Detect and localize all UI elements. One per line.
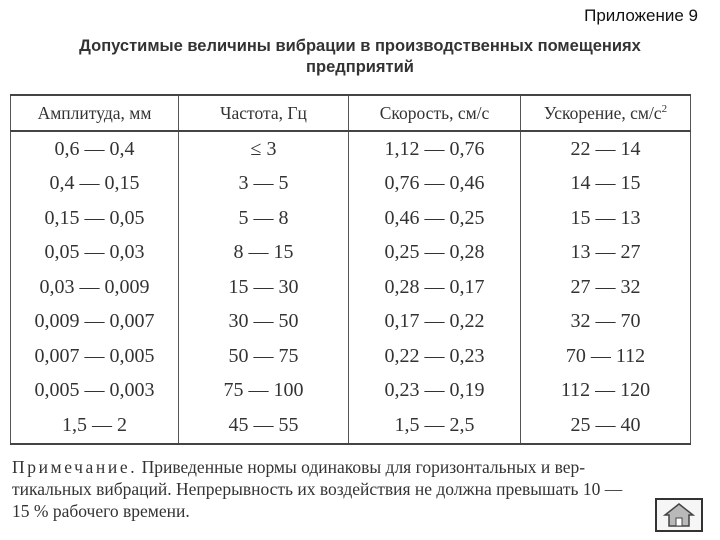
cell-acceleration: 14 — 15 — [521, 167, 691, 202]
cell-velocity: 0,23 — 0,19 — [349, 374, 521, 409]
home-button[interactable] — [655, 498, 703, 532]
cell-acceleration: 13 — 27 — [521, 236, 691, 271]
table-row — [11, 236, 691, 271]
cell-acceleration: 112 — 120 — [521, 374, 691, 409]
header-amplitude: Амплитуда, мм — [11, 95, 179, 131]
cell-velocity: 0,17 — 0,22 — [349, 305, 521, 340]
table-row — [11, 167, 691, 202]
footnote-line-1: Приведенные нормы одинаковы для горизонтальных и вер- — [141, 457, 586, 477]
header-frequency: Частота, Гц — [179, 95, 349, 131]
cell-frequency: 45 — 55 — [179, 408, 349, 444]
cell-amplitude: 0,007 — 0,005 — [11, 339, 179, 374]
home-icon — [657, 500, 701, 530]
cell-amplitude: 0,6 — 0,4 — [11, 131, 179, 167]
cell-velocity: 0,46 — 0,25 — [349, 201, 521, 236]
cell-amplitude: 0,009 — 0,007 — [11, 305, 179, 340]
header-acceleration-text: Ускорение, см/с — [543, 102, 662, 123]
cell-amplitude: 0,4 — 0,15 — [11, 167, 179, 202]
footnote-line-3: 15 % рабочего времени. — [12, 501, 190, 521]
cell-acceleration: 70 — 112 — [521, 339, 691, 374]
cell-amplitude: 0,03 — 0,009 — [11, 270, 179, 305]
cell-frequency: ≤ 3 — [179, 131, 349, 167]
header-acceleration-sup: 2 — [661, 102, 668, 115]
cell-amplitude: 0,005 — 0,003 — [11, 374, 179, 409]
footnote — [12, 456, 712, 522]
header-velocity: Скорость, см/с — [349, 95, 521, 131]
table-header-row — [11, 95, 691, 131]
table-row — [11, 408, 691, 444]
cell-frequency: 8 — 15 — [179, 236, 349, 271]
cell-acceleration: 22 — 14 — [521, 131, 691, 167]
cell-frequency: 50 — 75 — [179, 339, 349, 374]
cell-acceleration: 27 — 32 — [521, 270, 691, 305]
cell-frequency: 30 — 50 — [179, 305, 349, 340]
cell-velocity: 1,5 — 2,5 — [349, 408, 521, 444]
table-row — [11, 270, 691, 305]
footnote-line-2: тикальных вибраций. Непрерывность их воздействия не должна превышать 10 — — [12, 479, 623, 499]
appendix-label: Приложение 9 — [584, 6, 698, 25]
cell-velocity: 0,76 — 0,46 — [349, 167, 521, 202]
title-line-2: предприятий — [306, 58, 414, 76]
page-title — [0, 36, 720, 78]
cell-amplitude: 0,05 — 0,03 — [11, 236, 179, 271]
cell-frequency: 3 — 5 — [179, 167, 349, 202]
cell-velocity: 0,22 — 0,23 — [349, 339, 521, 374]
cell-frequency: 75 — 100 — [179, 374, 349, 409]
cell-acceleration: 25 — 40 — [521, 408, 691, 444]
cell-acceleration: 15 — 13 — [521, 201, 691, 236]
cell-acceleration: 32 — 70 — [521, 305, 691, 340]
cell-amplitude: 1,5 — 2 — [11, 408, 179, 444]
cell-velocity: 0,28 — 0,17 — [349, 270, 521, 305]
header-acceleration — [521, 95, 691, 131]
footnote-label: Примечание. — [12, 457, 138, 477]
table-row — [11, 305, 691, 340]
table-row — [11, 374, 691, 409]
cell-frequency: 5 — 8 — [179, 201, 349, 236]
title-line-1: Допустимые величины вибрации в производственных помещениях — [79, 37, 641, 55]
vibration-table — [10, 94, 691, 445]
cell-amplitude: 0,15 — 0,05 — [11, 201, 179, 236]
table-row — [11, 131, 691, 167]
table-row — [11, 339, 691, 374]
cell-frequency: 15 — 30 — [179, 270, 349, 305]
cell-velocity: 1,12 — 0,76 — [349, 131, 521, 167]
cell-velocity: 0,25 — 0,28 — [349, 236, 521, 271]
table-row — [11, 201, 691, 236]
